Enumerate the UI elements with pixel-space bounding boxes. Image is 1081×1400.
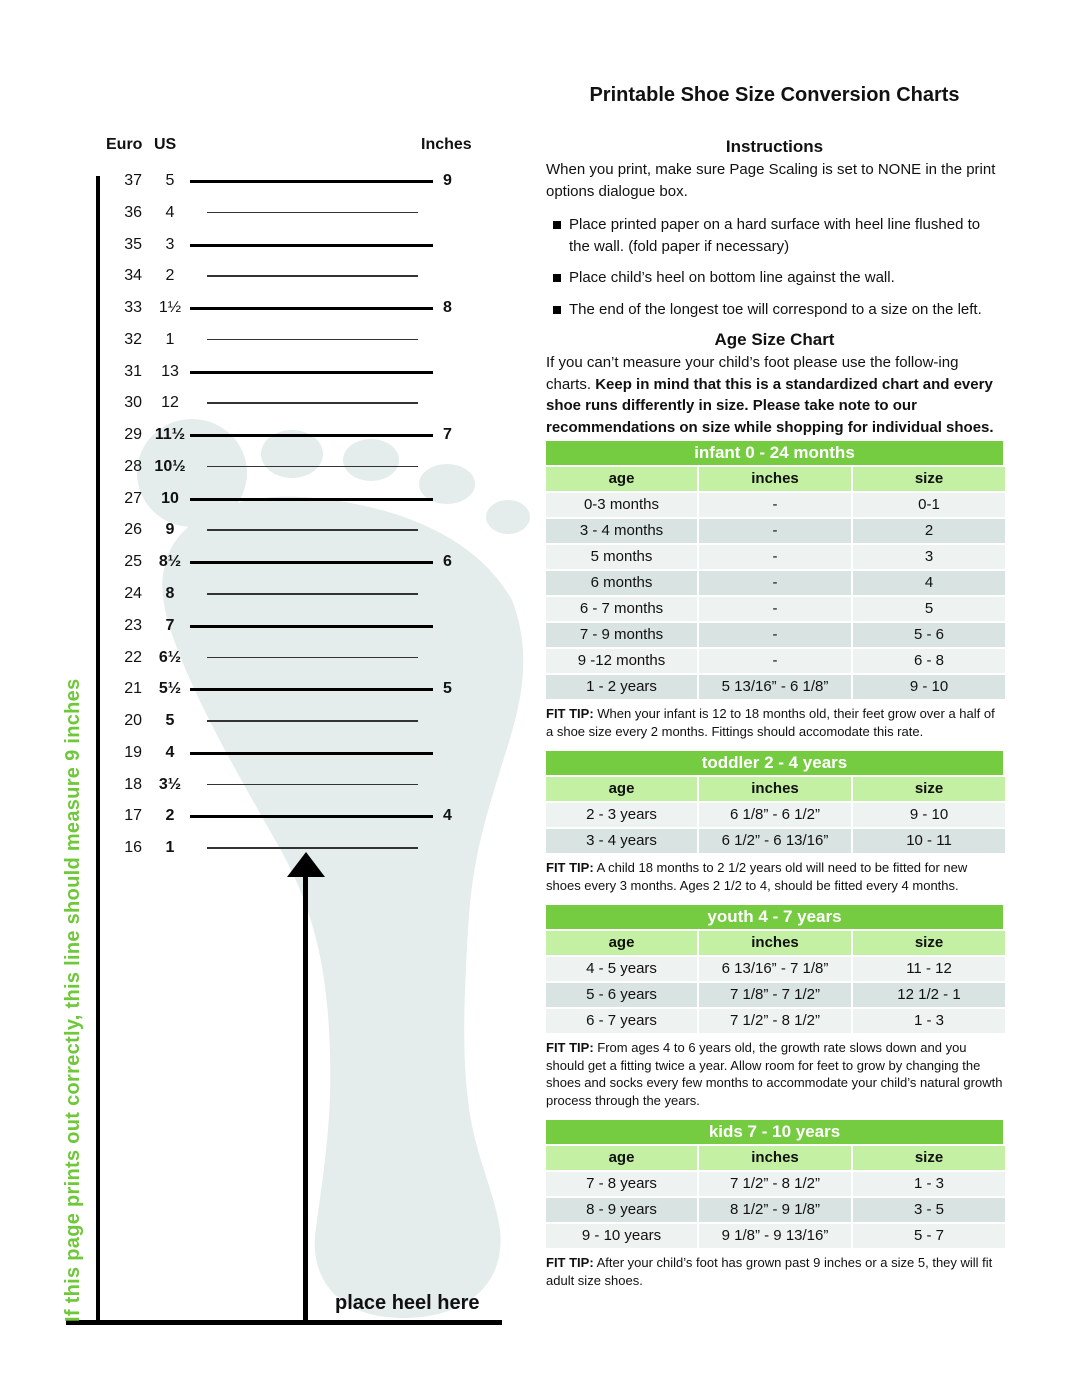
ruler-tick-line	[207, 657, 418, 659]
euro-size-label: 29	[124, 426, 142, 444]
euro-size-label: 24	[124, 585, 142, 602]
table-cell: 3 - 5	[853, 1198, 1005, 1222]
fit-tip-label: FIT TIP:	[546, 706, 594, 721]
column-header: inches	[699, 467, 851, 491]
table-cell: 3	[853, 545, 1005, 569]
table-cell: -	[699, 649, 851, 673]
age-intro-bold: Keep in mind that this is a standardized chart and every shoe runs differently in size. Please take note to our recommendations on size while shopping for individual shoes.	[546, 375, 994, 436]
euro-size-label: 23	[124, 616, 142, 634]
us-size-label: 3½	[158, 775, 182, 793]
table-grid	[546, 467, 1003, 699]
us-size-label: 8½	[158, 553, 182, 571]
column-header: age	[546, 1146, 697, 1170]
ruler-row	[0, 515, 545, 545]
us-size-label: 10	[161, 489, 179, 507]
ruler-tick-line	[190, 752, 433, 755]
table-cell: 9 - 10	[853, 803, 1005, 827]
ruler-tick-line	[207, 212, 418, 214]
table-cell: 0-3 months	[546, 493, 697, 517]
table-cell: -	[699, 519, 851, 543]
table-cell: 5 - 6	[853, 623, 1005, 647]
us-size-label: 4	[165, 203, 175, 221]
table-cell: 9 1/8” - 9 13/16”	[699, 1224, 851, 1248]
column-header: age	[546, 777, 697, 801]
column-header: size	[853, 1146, 1005, 1170]
us-size-label: 3	[165, 235, 175, 253]
column-header: inches	[699, 777, 851, 801]
table-cell: 12 1/2 - 1	[853, 983, 1005, 1007]
ruler-tick-line	[190, 625, 433, 628]
us-size-label: 4	[165, 743, 175, 761]
euro-size-label: 31	[124, 362, 142, 380]
euro-size-label: 34	[124, 267, 142, 285]
bullet-text: Place child’s heel on bottom line against the wall.	[569, 269, 895, 286]
age-size-table	[546, 905, 1003, 1109]
place-heel-label: place heel here	[335, 1292, 480, 1314]
ruler-tick-line	[207, 847, 418, 849]
inch-label: 4	[443, 807, 452, 825]
instructions-intro: When you print, make sure Page Scaling is set to NONE in the print options dialogue box.	[546, 161, 996, 200]
ruler-row	[0, 166, 545, 196]
us-size-label: 2	[165, 807, 175, 825]
table-cell: 5	[853, 597, 1005, 621]
column-header: inches	[699, 931, 851, 955]
euro-size-label: 21	[124, 680, 142, 698]
page-title: Printable Shoe Size Conversion Charts	[589, 84, 960, 106]
table-cell: 7 - 9 months	[546, 623, 697, 647]
euro-size-label: 30	[124, 394, 142, 412]
table-title-band: youth 4 - 7 years	[546, 905, 1003, 929]
ruler-row	[0, 325, 545, 355]
table-cell: 7 1/2” - 8 1/2”	[699, 1172, 851, 1196]
euro-size-label: 18	[124, 775, 142, 793]
table-cell: 6 1/2” - 6 13/16”	[699, 829, 851, 853]
table-cell: 1 - 2 years	[546, 675, 697, 699]
ruler-tick-line	[190, 434, 433, 437]
table-cell: 4	[853, 571, 1005, 595]
fit-tip: FIT TIP: After your child’s foot has grown past 9 inches or a size 5, they will fit adult size shoes.	[546, 1255, 993, 1288]
fit-tip: FIT TIP: From ages 4 to 6 years old, the growth rate slows down and you should get a fitting twice a year. Allow room for feet to grow by changing the shoes and socks every few months to accommodate your child’s natural growth process through the years.	[546, 1040, 1003, 1108]
table-title-band: toddler 2 - 4 years	[546, 751, 1003, 775]
ruler-row	[0, 484, 545, 514]
table-cell: 5 - 6 years	[546, 983, 697, 1007]
table-cell: 3 - 4 months	[546, 519, 697, 543]
ruler-row	[0, 643, 545, 673]
table-cell: -	[699, 623, 851, 647]
table-cell: -	[699, 493, 851, 517]
fit-tip: FIT TIP: When your infant is 12 to 18 months old, their feet grow over a half of a shoe size every 2 months. Fittings should accomodate this rate.	[546, 706, 995, 739]
table-cell: 6 1/8” - 6 1/2”	[699, 803, 851, 827]
ruler-tick-line	[207, 402, 418, 404]
instructions-bullets	[546, 214, 1003, 320]
bullet-square-icon	[553, 274, 561, 282]
fit-tip-label: FIT TIP:	[546, 1040, 594, 1055]
instruction-bullet	[546, 299, 1003, 321]
euro-size-label: 33	[124, 299, 142, 317]
table-cell: 8 1/2” - 9 1/8”	[699, 1198, 851, 1222]
table-cell: 1 - 3	[853, 1172, 1005, 1196]
table-cell: 2 - 3 years	[546, 803, 697, 827]
age-size-table	[546, 441, 1003, 740]
bullet-text: The end of the longest toe will correspond to a size on the left.	[569, 300, 982, 318]
table-title-band: infant 0 - 24 months	[546, 441, 1003, 465]
age-size-table	[546, 1120, 1003, 1289]
ruler-tick-line	[207, 593, 418, 595]
us-column-header: US	[154, 136, 177, 153]
us-size-label: 9	[165, 521, 175, 539]
table-title-band: kids 7 - 10 years	[546, 1120, 1003, 1144]
ruler-row	[0, 579, 545, 609]
up-arrow-shaft	[303, 874, 308, 1322]
column-header: inches	[699, 1146, 851, 1170]
euro-size-label: 28	[124, 457, 142, 475]
euro-size-label: 35	[124, 235, 142, 253]
inches-column-header: Inches	[421, 136, 472, 153]
heel-line	[66, 1320, 502, 1325]
table-cell: 5 months	[546, 545, 697, 569]
bullet-text: Place printed paper on a hard surface with heel line flushed to the wall. (fold paper if necessary)	[569, 216, 981, 255]
us-size-label: 5	[165, 172, 175, 189]
inch-label: 8	[443, 299, 452, 317]
euro-size-label: 22	[124, 648, 142, 666]
ruler-tick-line	[190, 688, 433, 691]
us-size-label: 11½	[154, 426, 186, 444]
table-cell: -	[699, 597, 851, 621]
table-cell: 8 - 9 years	[546, 1198, 697, 1222]
column-header: size	[853, 931, 1005, 955]
instructions-heading: Instructions	[725, 137, 824, 156]
content-pane	[546, 84, 1003, 1289]
euro-size-label: 20	[124, 712, 142, 730]
ruler-row	[0, 230, 545, 260]
table-cell: 0-1	[853, 493, 1005, 517]
us-size-label: 13	[161, 362, 179, 380]
euro-size-label: 36	[124, 203, 142, 221]
table-cell: 6 - 8	[853, 649, 1005, 673]
euro-size-label: 32	[124, 330, 142, 348]
fit-tip: FIT TIP: A child 18 months to 2 1/2 years old will need to be fitted for new shoes every 3 months. Ages 2 1/2 to 4, should be fitted every 4 months.	[546, 860, 968, 893]
table-cell: -	[699, 571, 851, 595]
bullet-square-icon	[553, 221, 561, 229]
ruler-tick-line	[207, 529, 418, 531]
ruler-row	[0, 357, 545, 387]
ruler-row	[0, 547, 545, 577]
age-size-chart-heading: Age Size Chart	[714, 330, 835, 349]
table-cell: 4 - 5 years	[546, 957, 697, 981]
us-size-label: 5½	[158, 680, 182, 698]
age-size-chart-intro	[546, 352, 1003, 438]
ruler-tick-line	[207, 339, 418, 341]
inch-label: 7	[443, 426, 452, 444]
table-grid	[546, 1146, 1003, 1248]
ruler-row	[0, 420, 545, 450]
fit-tip-label: FIT TIP:	[546, 1255, 594, 1270]
ruler-tick-line	[190, 307, 433, 310]
age-intro-regular: If you can’t measure your child’s foot please use the follow-ing charts.	[546, 354, 959, 393]
column-header: age	[546, 467, 697, 491]
table-cell: 10 - 11	[853, 829, 1005, 853]
table-cell: 2	[853, 519, 1005, 543]
bullet-square-icon	[553, 306, 561, 314]
us-size-label: 1	[165, 839, 175, 857]
table-cell: 6 months	[546, 571, 697, 595]
ruler-tick-line	[207, 275, 418, 277]
ruler-row	[0, 611, 545, 641]
ruler-row	[0, 293, 545, 323]
fit-tip-label: FIT TIP:	[546, 860, 594, 875]
table-grid	[546, 931, 1003, 1033]
age-size-tables	[546, 441, 1003, 1289]
ruler-tick-line	[207, 720, 418, 722]
table-cell: 5 13/16” - 6 1/8”	[699, 675, 851, 699]
table-cell: 6 - 7 years	[546, 1009, 697, 1033]
euro-size-label: 25	[124, 553, 142, 571]
ruler-tick-line	[190, 498, 433, 501]
print-check-note: If this page prints out correctly, this line should measure 9 inches	[62, 678, 84, 1322]
table-cell: 9 -12 months	[546, 649, 697, 673]
us-size-label: 2	[165, 267, 175, 285]
column-header: age	[546, 931, 697, 955]
ruler-tick-line	[207, 466, 418, 468]
column-header: size	[853, 467, 1005, 491]
table-cell: 7 1/8” - 7 1/2”	[699, 983, 851, 1007]
euro-size-label: 19	[124, 743, 142, 761]
ruler-tick-line	[207, 784, 418, 786]
table-cell: 1 - 3	[853, 1009, 1005, 1033]
us-size-label: 7	[165, 616, 175, 634]
us-size-label: 1	[165, 330, 175, 348]
instruction-bullet	[546, 267, 1003, 289]
euro-size-label: 16	[124, 839, 142, 857]
inch-label: 5	[443, 680, 452, 698]
euro-size-label: 26	[124, 521, 142, 539]
ruler-tick-line	[190, 371, 433, 374]
ruler-row	[0, 388, 545, 418]
table-cell: 6 - 7 months	[546, 597, 697, 621]
inch-label: 9	[443, 172, 452, 189]
table-cell: -	[699, 545, 851, 569]
us-size-label: 5	[165, 712, 175, 730]
age-size-table	[546, 751, 1003, 894]
column-header: size	[853, 777, 1005, 801]
ruler-tick-line	[190, 561, 433, 564]
euro-size-label: 27	[124, 489, 142, 507]
ruler-tick-line	[190, 180, 433, 183]
ruler-row	[0, 261, 545, 291]
us-size-label: 10½	[154, 457, 186, 475]
us-size-label: 1½	[158, 299, 182, 317]
table-grid	[546, 777, 1003, 853]
euro-column-header: Euro	[106, 136, 143, 153]
table-cell: 9 - 10	[853, 675, 1005, 699]
table-cell: 6 13/16” - 7 1/8”	[699, 957, 851, 981]
inch-label: 6	[443, 553, 452, 571]
euro-size-label: 17	[124, 807, 142, 825]
table-cell: 3 - 4 years	[546, 829, 697, 853]
table-cell: 7 1/2” - 8 1/2”	[699, 1009, 851, 1033]
ruler-row	[0, 198, 545, 228]
table-cell: 11 - 12	[853, 957, 1005, 981]
us-size-label: 12	[161, 394, 179, 412]
ruler-row	[0, 452, 545, 482]
table-cell: 7 - 8 years	[546, 1172, 697, 1196]
ruler-tick-line	[190, 244, 433, 247]
instruction-bullet	[546, 214, 1003, 257]
table-cell: 5 - 7	[853, 1224, 1005, 1248]
euro-size-label: 37	[124, 172, 142, 189]
table-cell: 9 - 10 years	[546, 1224, 697, 1248]
us-size-label: 6½	[158, 648, 182, 666]
ruler-tick-line	[190, 815, 433, 818]
us-size-label: 8	[165, 585, 175, 602]
up-arrow-icon	[287, 852, 325, 877]
